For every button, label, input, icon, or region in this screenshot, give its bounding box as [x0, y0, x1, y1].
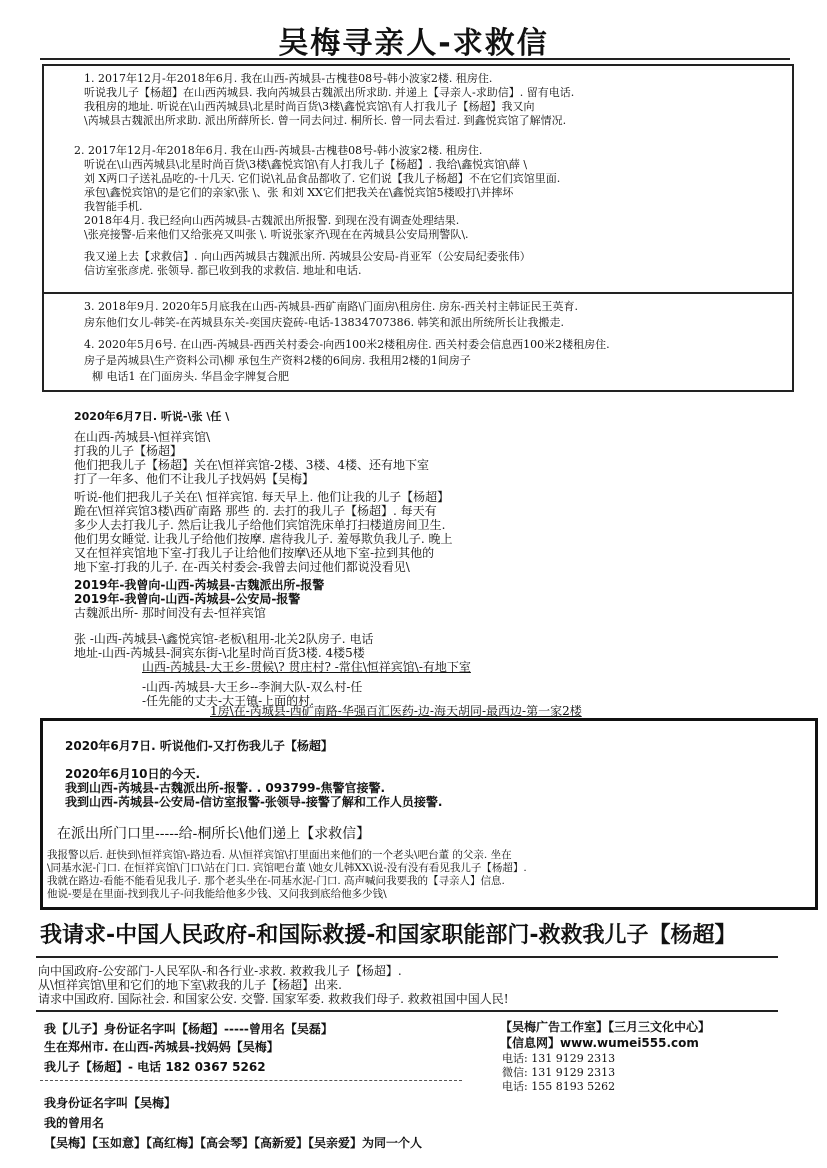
report-line: 古魏派出所- 那时间没有去-恒祥宾馆: [74, 606, 266, 620]
studio-name: 【吴梅广告工作室】【三月三文化中心】: [500, 1020, 711, 1034]
report-detail: \同基水泥-门口. 在恒祥宾馆\门口\站在门口. 宾馆吧台董 \她女儿韩XX\说-没有没有看见我儿子【杨超】.: [47, 862, 527, 874]
p2-line: 刘 X两口子送礼品吃的-十几天. 它们说\礼品食品都收了. 它们说【我儿子杨超】不在它们宾馆里面.: [84, 172, 561, 185]
mid-line: 打我的儿子【杨超】: [74, 444, 183, 458]
mid-line: 他们把我儿子【杨超】关在\恒祥宾馆-2楼、3楼、4楼、还有地下室: [74, 458, 430, 472]
report-line: 2019年-我曾向-山西-芮城县-公安局-报警: [74, 592, 301, 606]
son-birthplace: 生在郑州市. 在山西-芮城县-找妈妈【吴梅】: [44, 1040, 279, 1054]
p5-line: 房子是芮城县\生产资料公司\柳 承包生产资料2楼的6间房. 我租用2楼的1间房子: [84, 354, 471, 367]
former-names-label: 我的曾用名: [44, 1116, 105, 1130]
p4-line: 房东他们女儿-韩笑-在芮城县东关-奕国庆瓷砖-电话-13834707386. 韩笑和派出所统所长让我搬走.: [84, 316, 565, 329]
report-line: 2020年6月10日的今天.: [65, 767, 201, 781]
report-line: 我到山西-芮城县-公安局-信访室报警-张领导-接警了解和工作人员接警.: [65, 795, 443, 809]
p3-line: 我又递上去【求救信】. 向山西芮城县古魏派出所. 芮城县公安局-肖亚军（公安局纪委张伟）: [84, 250, 531, 263]
title-divider: [40, 58, 790, 60]
report-line: 2020年6月7日. 听说他们-又打伤我儿子【杨超】: [65, 739, 333, 753]
appeal-divider: [36, 956, 778, 958]
mid-line: 在山西-芮城县-\恒祥宾馆\: [74, 430, 211, 444]
mid-line: 打了一年多、他们不让我儿子找妈妈【吴梅】: [74, 472, 315, 486]
son-phone: 我儿子【杨超】- 电话 182 0367 5262: [44, 1060, 266, 1074]
mid-line: -任先能的丈夫-大王镇-上面的村.: [142, 694, 314, 708]
p2-line: \张亮接警-后来他们又给张亮又叫张 \. 听说张家齐\现在在芮城县公安局刑警队\.: [84, 228, 469, 241]
appeal-line: 从\恒祥宾馆\里和它们的地下室\救我的儿子【杨超】出来.: [38, 978, 342, 992]
report-line: 2019年-我曾向-山西-芮城县-古魏派出所-报警: [74, 578, 325, 592]
mid-line: 1房\在-芮城县-西矿南路-华强百汇医药-边-海天胡同-最西边-第一家2楼: [210, 704, 582, 718]
report-detail: 他说-要是在里面-找到我儿子-问我能给他多少钱、又问我到底给他多少钱\: [47, 888, 387, 900]
footer-divider: [36, 1010, 778, 1012]
appeal-line: 向中国政府-公安部门-人民军队-和各行业-求救. 救救我儿子【杨超】.: [38, 964, 402, 978]
mid-line: 他们男女睡觉. 让我儿子给他们按摩. 虐待我儿子. 羞辱欺负我儿子. 晚上: [74, 532, 453, 546]
report-detail: 我就在路边-看能不能看见我儿子. 那个老头坐在-同基水泥-门口. 高声喊问我要我的【寻亲人】信息.: [47, 875, 505, 887]
p2-line: 听说在\山西芮城县\北星时尚百货\3楼\鑫悦宾馆\有人打我儿子【杨超】. 我给\鑫悦宾馆\薛 \: [84, 158, 528, 171]
website: 【信息网】www.wumei555.com: [500, 1036, 699, 1050]
mid-line: 地址-山西-芮城县-洞宾东街-\北星时尚百货3楼. 4楼5楼: [74, 646, 365, 660]
p5-line: 4. 2020年5月6号. 在山西-芮城县-西西关村委会-向西100米2楼租房住. 西关村委会信息西100米2楼租房住.: [84, 338, 610, 351]
appeal-line: 请求中国政府. 国际社会. 和国家公安. 交警. 国家军委. 救救我们母子. 救救祖国中国人民!: [38, 992, 509, 1006]
report-detail: 我报警以后. 赶快到\恒祥宾馆\-路边看. 从\恒祥宾馆\打里面出来他们的一个老头\吧台董 的父亲. 坐在: [47, 849, 512, 861]
p2-line: 我智能手机.: [84, 200, 143, 213]
mid-heading: 2020年6月7日. 听说-\张 \任 \: [74, 410, 230, 423]
p1-line: 我租房的地址. 听说在\山西芮城县\北星时尚百货\3楼\鑫悦宾馆\有人打我儿子【杨超】我又向: [84, 100, 535, 113]
contact-phone: 电话: 131 9129 2313: [502, 1052, 616, 1065]
mid-line: 张 -山西-芮城县-\鑫悦宾馆-老板\租用-北关2队房子. 电话: [74, 632, 374, 646]
mid-line: -山西-芮城县-大王乡--李涧大队-双么村-任: [142, 680, 363, 694]
p4-line: 3. 2018年9月. 2020年5月底我在山西-芮城县-西矿南路\门面房\租房住. 房东-西关村主韩证民王英育.: [84, 300, 579, 313]
contact-phone-2: 电话: 155 8193 5262: [502, 1080, 616, 1093]
mid-line: 跪在\恒祥宾馆3楼\西矿南路 那些 的. 去打的我儿子【杨超】. 每天有: [74, 504, 437, 518]
p2-line: 承包\鑫悦宾馆\的是它们的亲家\张 \、张 和刘 XX它们把我关在\鑫悦宾馆5楼殴打\并摔坏: [84, 186, 514, 199]
mid-line: 听说-他们把我儿子关在\ 恒祥宾馆. 每天早上. 他们让我的儿子【杨超】: [74, 490, 450, 504]
page-title: 吴梅寻亲人-求救信: [278, 26, 549, 61]
mid-line: 多少人去打我儿子. 然后让我儿子给他们宾馆洗床单打扫楼道房间卫生.: [74, 518, 446, 532]
p2-line: 2. 2017年12月-年2018年6月. 我在山西-芮城县-古槐巷08号-韩小波家2楼. 租房住.: [74, 144, 483, 157]
p2-line: 2018年4月. 我已经向山西芮城县-古魏派出所报警. 到现在没有调查处理结果.: [84, 214, 460, 227]
appeal-heading: 我请求-中国人民政府-和国际救援-和国家职能部门-救救我儿子【杨超】: [40, 923, 737, 948]
report-line: 我到山西-芮城县-古魏派出所-报警. . 093799-焦警官接警.: [65, 781, 386, 795]
p1-line: 听说我儿子【杨超】在山西芮城县. 我向芮城县古魏派出所求助. 并递上【寻亲人-求助信】. 留有电话.: [84, 86, 575, 99]
former-names: 【吴梅】【玉如意】【高红梅】【高会琴】【高新爱】【吴亲爱】为同一个人: [44, 1136, 423, 1150]
contact-wechat: 微信: 131 9129 2313: [502, 1066, 616, 1079]
p1-line: 1. 2017年12月-年2018年6月. 我在山西-芮城县-古槐巷08号-韩小波家2楼. 租房住.: [84, 72, 493, 85]
p1-line: \芮城县古魏派出所求助. 派出所薛所长. 曾一同去问过. 桐所长. 曾一同去看过. 到鑫悦宾馆了解情况.: [84, 114, 567, 127]
report-line: 在派出所门口里-----给-桐所长\他们递上【求救信】: [57, 826, 371, 842]
box-divider: [44, 292, 792, 294]
footer-left-divider: [40, 1080, 462, 1081]
mid-line: 山西-芮城县-大王乡-贯候\? 贯庄村? -常住\恒祥宾馆\-有地下室: [142, 660, 471, 674]
history-box: [42, 64, 794, 392]
mid-line: 又在恒祥宾馆地下室-打我儿子让给他们按摩\还从地下室-拉到其他的: [74, 546, 435, 560]
p3-line: 信访室张彦虎. 张领导. 都已收到我的求救信. 地址和电话.: [84, 264, 362, 277]
mother-id: 我身份证名字叫【吴梅】: [44, 1096, 177, 1110]
report-box: [40, 718, 818, 910]
mid-line: 地下室-打我的儿子. 在-西关村委会-我曾去问过他们都说没看见\: [74, 560, 410, 574]
son-id: 我【儿子】身份证名字叫【杨超】-----曾用名【吴磊】: [44, 1022, 333, 1036]
p5-line: 柳 电话1 在门面房头. 华昌金字牌复合肥: [92, 370, 289, 383]
